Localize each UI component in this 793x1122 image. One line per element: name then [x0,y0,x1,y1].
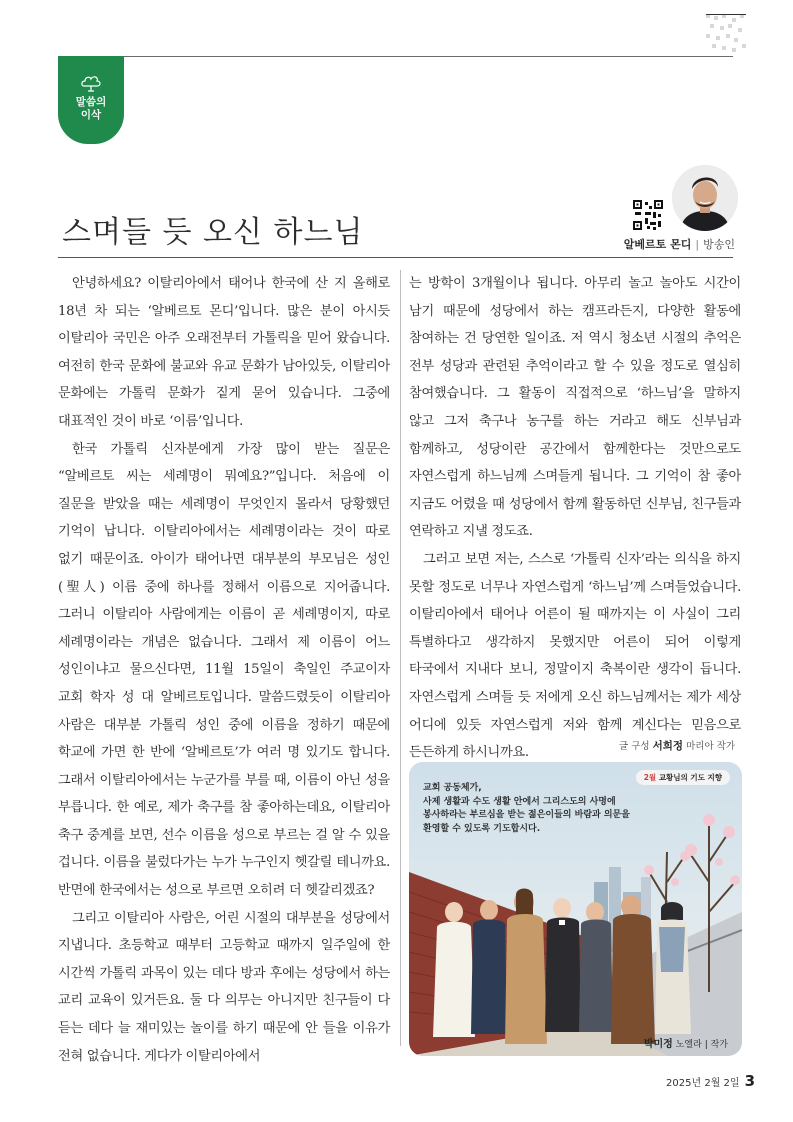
byline-separator: | [695,238,700,251]
prayer-line: 교회 공동체가, [423,783,482,793]
credit-name: 서희정 [652,740,684,752]
qr-code-icon[interactable] [633,200,663,230]
intention-label: 교황님의 기도 지향 [658,773,722,782]
prayer-intention-tag [636,770,730,785]
tree-icon [80,74,102,92]
prayer-illustration [409,762,742,1056]
text-credit [619,738,735,753]
top-rule [58,56,733,57]
page-number: 3 [744,1072,755,1090]
prayer-line: 환영할 수 있도록 기도합시다. [423,823,541,834]
column-divider [400,270,401,1046]
author-portrait [672,165,738,231]
page-footer [666,1072,755,1090]
left-column [58,270,390,1070]
artist-role: 작가 [710,1040,728,1050]
prayer-text [423,782,643,836]
badge-line-2: 이삭 [80,109,102,121]
article-title: 스며들 듯 오신 하느님 [62,215,364,250]
credit-role: 마리아 작가 [686,741,735,752]
corner-pattern-icon [706,14,746,54]
author-name: 알베르토 몬디 [623,238,692,251]
artist-credit [644,1035,728,1050]
paragraph: 한국 가톨릭 신자분에게 가장 많이 받는 질문은 “알베르토 씨는 세례명이 뭐예요?”입니다. 처음에 이 질문을 받았을 때는 세례명이 무엇인지 몰라서 당황했던 기억이 납니다. 이탈리아에서는 세례명이라는 것이 따로 없기 때문이죠. 아이가 태어나면 대부분의 부모님은 성인(聖人) 이름 중에 하나를 정해서 이름으로 지어줍니다. 그러니 이탈리아 사람에게는 이름이 곧 세례명이지, 따로 세례명이라는 개념은 없습니다. 그래서 제 이름이 어느 성인이냐고 물으신다면, 11월 15일이 축일인 주교이자 교회 학자 성 대 알베르토입니다. 말씀드렸듯이 이탈리아 사람은 대부분 가톨릭 성인 중에 이름을 정하기 때문에 학교에 가면 한 반에 ‘알베르토’가 여러 명 있기도 합니다. 그래서 이탈리아에서는 누군가를 부를 때, 이름이 아닌 성을 부릅니다. 한 예로, 제가 축구를 참 좋아하는데요, 이탈리아 축구 중계를 보면, 선수 이름을 성으로 부르는 걸 알 수 있을 겁니다. 이름을 불렀다가는 누가 누구인지 헷갈릴 테니까요. 반면에 한국에서는 성으로 부르면 오히려 더 헷갈리겠죠? [58,441,390,899]
author-avatar-icon [672,165,738,231]
paragraph: 는 방학이 3개월이나 됩니다. 아무리 놀고 놀아도 시간이 남기 때문에 성당에서 하는 캠프라든지, 다양한 활동에 참여하는 건 당연한 일이죠. 저 역시 청소년 시절의 추억은 전부 성당과 관련된 추억이라고 할 수 있을 정도로 열심히 참여했습니다. 그 활동이 직접적으로 ‘하느님’을 말하지 않고 그저 축구나 농구를 하는 거라고 해도 신부님과 함께하고, 성당이란 공간에서 함께한다는 것만으로도 자연스럽게 하느님께 스며들게 됩니다. 그 기억이 참 좋아 지금도 어렸을 때 성당에서 함께 활동하던 신부님, 친구들과 연락하고 지낼 정도죠. [409,276,741,540]
paragraph: 그러고 보면 저는, 스스로 ‘가톨릭 신자’라는 의식을 하지 못할 정도로 너무나 자연스럽게 ‘하느님’께 스며들었습니다. 이탈리아에서 태어나 어른이 될 때까지는 이 사실이 그리 특별하다고 생각하지 못했지만 어른이 되어 이렇게 타국에서 지내다 보니, 정말이지 축복이란 생각이 듭니다. 자연스럽게 스며들 듯 저에게 오신 하느님께서는 제가 세상 어디에 있듯 자연스럽게 저와 함께 계신다는 믿음으로 든든하게 하시니까요. [409,551,741,761]
badge-line-1: 말씀의 [75,96,107,108]
artist-name: 박미정 [643,1039,673,1050]
artist-baptismal-name: 노엘라 [675,1040,702,1050]
right-column [409,270,741,767]
author-role: 방송인 [703,238,735,251]
issue-date: 2025년 2월 2일 [666,1078,740,1089]
credit-prefix: 글 구성 [619,741,650,752]
prayer-line: 봉사하라는 부르심을 받는 젊은이들의 바람과 의문을 [423,810,630,820]
prayer-line: 사제 생활과 수도 생활 안에서 그리스도의 사명에 [423,796,616,807]
intention-month: 2월 [643,773,657,782]
author-byline [624,236,735,252]
section-badge [58,56,124,144]
paragraph: 그리고 이탈리아 사람은, 어린 시절의 대부분을 성당에서 지냅니다. 초등학교 때부터 고등학교 때까지 일주일에 한 시간씩 가톨릭 과목이 있는 데다 방과 후에는 성당에서 하는 교리 교육이 있거든요. 둘 다 의무는 아니지만 친구들이 다 듣는 데다 늘 재미있는 놀이를 하기 때문에 안 들을 이유가 전혀 없습니다. 게다가 이탈리아에서 [58,910,390,1064]
artist-separator: | [704,1040,708,1050]
paragraph: 안녕하세요? 이탈리아에서 태어나 한국에 산 지 올해로 18년 차 되는 ‘알베르토 몬디’입니다. 많은 분이 아시듯 이탈리아 국민은 아주 오래전부터 가톨릭을 믿어 왔습니다. 여전히 한국 문화에 불교와 유교 문화가 남아있듯, 이탈리아 문화에는 가톨릭 문화가 짙게 묻어 있습니다. 그중에 대표적인 것이 바로 ‘이름’입니다. [58,276,390,429]
title-rule [58,257,733,258]
